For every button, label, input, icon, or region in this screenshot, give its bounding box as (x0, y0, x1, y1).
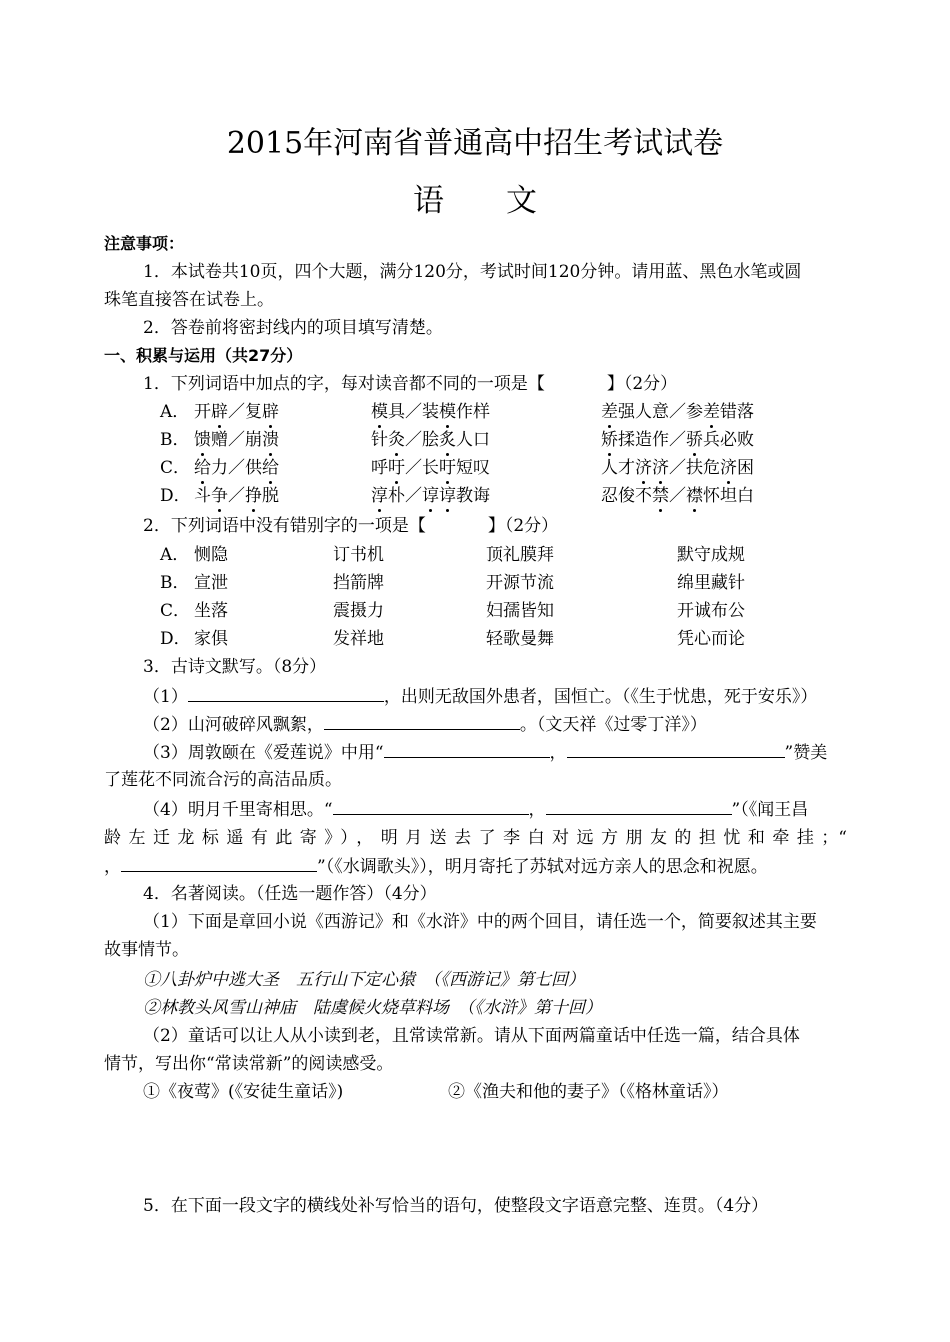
q4-choice-1: ①《夜莺》(《安徒生童话》) (143, 1082, 344, 1102)
q5-stem: 5．在下面一段文字的横线处补写恰当的语句，使整段文字语意完整、连贯。（4分） (143, 1196, 769, 1216)
q1-option-a-label: A． (160, 402, 190, 422)
section-1-heading: 一、积累与运用（共27分） (104, 346, 303, 365)
q4-stem: 4．名著阅读。（任选一题作答）（4分） (143, 884, 437, 904)
subject-title: 语文 (413, 183, 599, 219)
q2-option-a-col4: 默守成规 (677, 545, 745, 565)
q1-option-d-col1: 斗争／挣脱 (194, 486, 279, 506)
notice-item-1a: 1．本试卷共10页，四个大题，满分120分，考试时间120分钟。请用蓝、黑色水笔或圆 (143, 262, 802, 282)
q4-item-shuihu: ②林教头风雪山神庙 陆虞候火烧草料场 （《水浒》第十回） (143, 998, 602, 1018)
q1-option-b-col2: 针灸／脍炙人口 (371, 430, 490, 450)
q1-option-c-col3: 人才济济／扶危济困 (601, 458, 754, 478)
q3-line-2: （2）山河破碎风飘絮， 。（文天祥《过零丁洋》） (143, 715, 707, 735)
q2-option-a-col1: 恻隐 (194, 545, 228, 565)
q2-option-c-col2: 震摄力 (333, 601, 384, 621)
q2-option-d-label: D． (160, 629, 191, 649)
q2-option-c-col4: 开诚布公 (677, 601, 745, 621)
fill-blank[interactable] (384, 741, 550, 758)
q3-line-1: （1） ，出则无敌国外患者，国恒亡。（《生于忧患，死于安乐》） (143, 687, 818, 707)
q1-option-b-col3: 矫揉造作／骄兵必败 (601, 430, 754, 450)
q4-item-xiyouji: ①八卦炉中逃大圣 五行山下定心猿 （《西游记》第七回） (143, 970, 585, 990)
q2-option-a-col2: 订书机 (333, 545, 384, 565)
q2-stem-a: 2．下列词语中没有错别字的一项是【 (143, 516, 426, 536)
q2-option-b-col2: 挡箭牌 (333, 573, 384, 593)
q2-option-d-col2: 发祥地 (333, 629, 384, 649)
q4-part1-b: 故事情节。 (104, 940, 189, 960)
q1-option-d-col2: 淳朴／谆谆教诲 (371, 486, 490, 506)
q2-option-b-col4: 绵里藏针 (677, 573, 745, 593)
q1-stem (143, 373, 677, 395)
q2-option-b-label: B． (160, 573, 190, 593)
q1-option-c-col2: 呼吁／长吁短叹 (371, 458, 490, 478)
fill-blank[interactable] (188, 685, 384, 702)
q2-option-b-col3: 开源节流 (486, 573, 554, 593)
q2-option-d-col1: 家俱 (194, 629, 228, 649)
fill-blank[interactable] (546, 798, 732, 815)
q2-stem (143, 515, 558, 537)
q3-line-4: （4）明月千里寄相思。“ ， ”（《闻王昌 (143, 800, 809, 820)
q1-stem-a: 1．下列词语中加点的字，每对读音都不同的一项是【 (143, 374, 545, 394)
q2-option-a-col3: 顶礼膜拜 (486, 545, 554, 565)
q3-line-4b: 龄左迁龙标遥有此寄》），明月送去了李白对远方朋友的担忧和牵挂；“ (104, 828, 847, 848)
q2-option-c-col3: 妇孺皆知 (486, 601, 554, 621)
q2-option-d-col3: 轻歌曼舞 (486, 629, 554, 649)
q4-choice-2: ②《渔夫和他的妻子》（《格林童话》） (448, 1082, 729, 1102)
q3-line-3b: 了莲花不同流合污的高洁品质。 (104, 770, 342, 790)
q1-option-a-col1: 开辟／复辟 (194, 402, 279, 422)
q1-option-d-label: D． (160, 486, 191, 506)
notice-item-2: 2．答卷前将密封线内的项目填写清楚。 (143, 318, 443, 338)
q3-line-4c: ， ”（《水调歌头》），明月寄托了苏轼对远方亲人的思念和祝愿。 (104, 857, 768, 877)
notice-heading: 注意事项： (104, 234, 185, 253)
q1-option-b-label: B． (160, 430, 190, 450)
q2-option-a-label: A． (160, 545, 190, 565)
q2-option-c-col1: 坐落 (194, 601, 228, 621)
q2-option-c-label: C． (160, 601, 191, 621)
fill-blank[interactable] (333, 798, 529, 815)
notice-item-1b: 珠笔直接答在试卷上。 (104, 290, 274, 310)
q2-option-b-col1: 宣泄 (194, 573, 228, 593)
q1-option-a-col3: 差强人意／参差错落 (601, 402, 754, 422)
exam-title: 2015年河南省普通高中招生考试试卷 (226, 126, 724, 161)
q2-stem-b: 】（2分） (487, 516, 559, 536)
q1-option-c-label: C． (160, 458, 191, 478)
q3-stem: 3．古诗文默写。（8分） (143, 657, 327, 677)
q1-option-c-col1: 给力／供给 (194, 458, 279, 478)
fill-blank[interactable] (324, 713, 520, 730)
fill-blank[interactable] (567, 741, 785, 758)
q3-line-3: （3）周敦颐在《爱莲说》中用“ ， ”赞美 (143, 743, 828, 763)
q4-part2-a: （2）童话可以让人从小读到老，且常读常新。请从下面两篇童话中任选一篇，结合具体 (143, 1026, 800, 1046)
q4-part1-a: （1）下面是章回小说《西游记》和《水浒》中的两个回目，请任选一个，简要叙述其主要 (143, 912, 817, 932)
fill-blank[interactable] (121, 855, 317, 872)
q4-part2-b: 情节，写出你“常读常新”的阅读感受。 (104, 1054, 394, 1074)
q1-option-d-col3: 忍俊不禁／襟怀坦白 (601, 486, 754, 506)
q1-option-b-col1: 馈赠／崩溃 (194, 430, 279, 450)
q1-stem-b: 】（2分） (606, 374, 678, 394)
q2-option-d-col4: 凭心而论 (677, 629, 745, 649)
q1-option-a-col2: 模具／装模作样 (371, 402, 490, 422)
